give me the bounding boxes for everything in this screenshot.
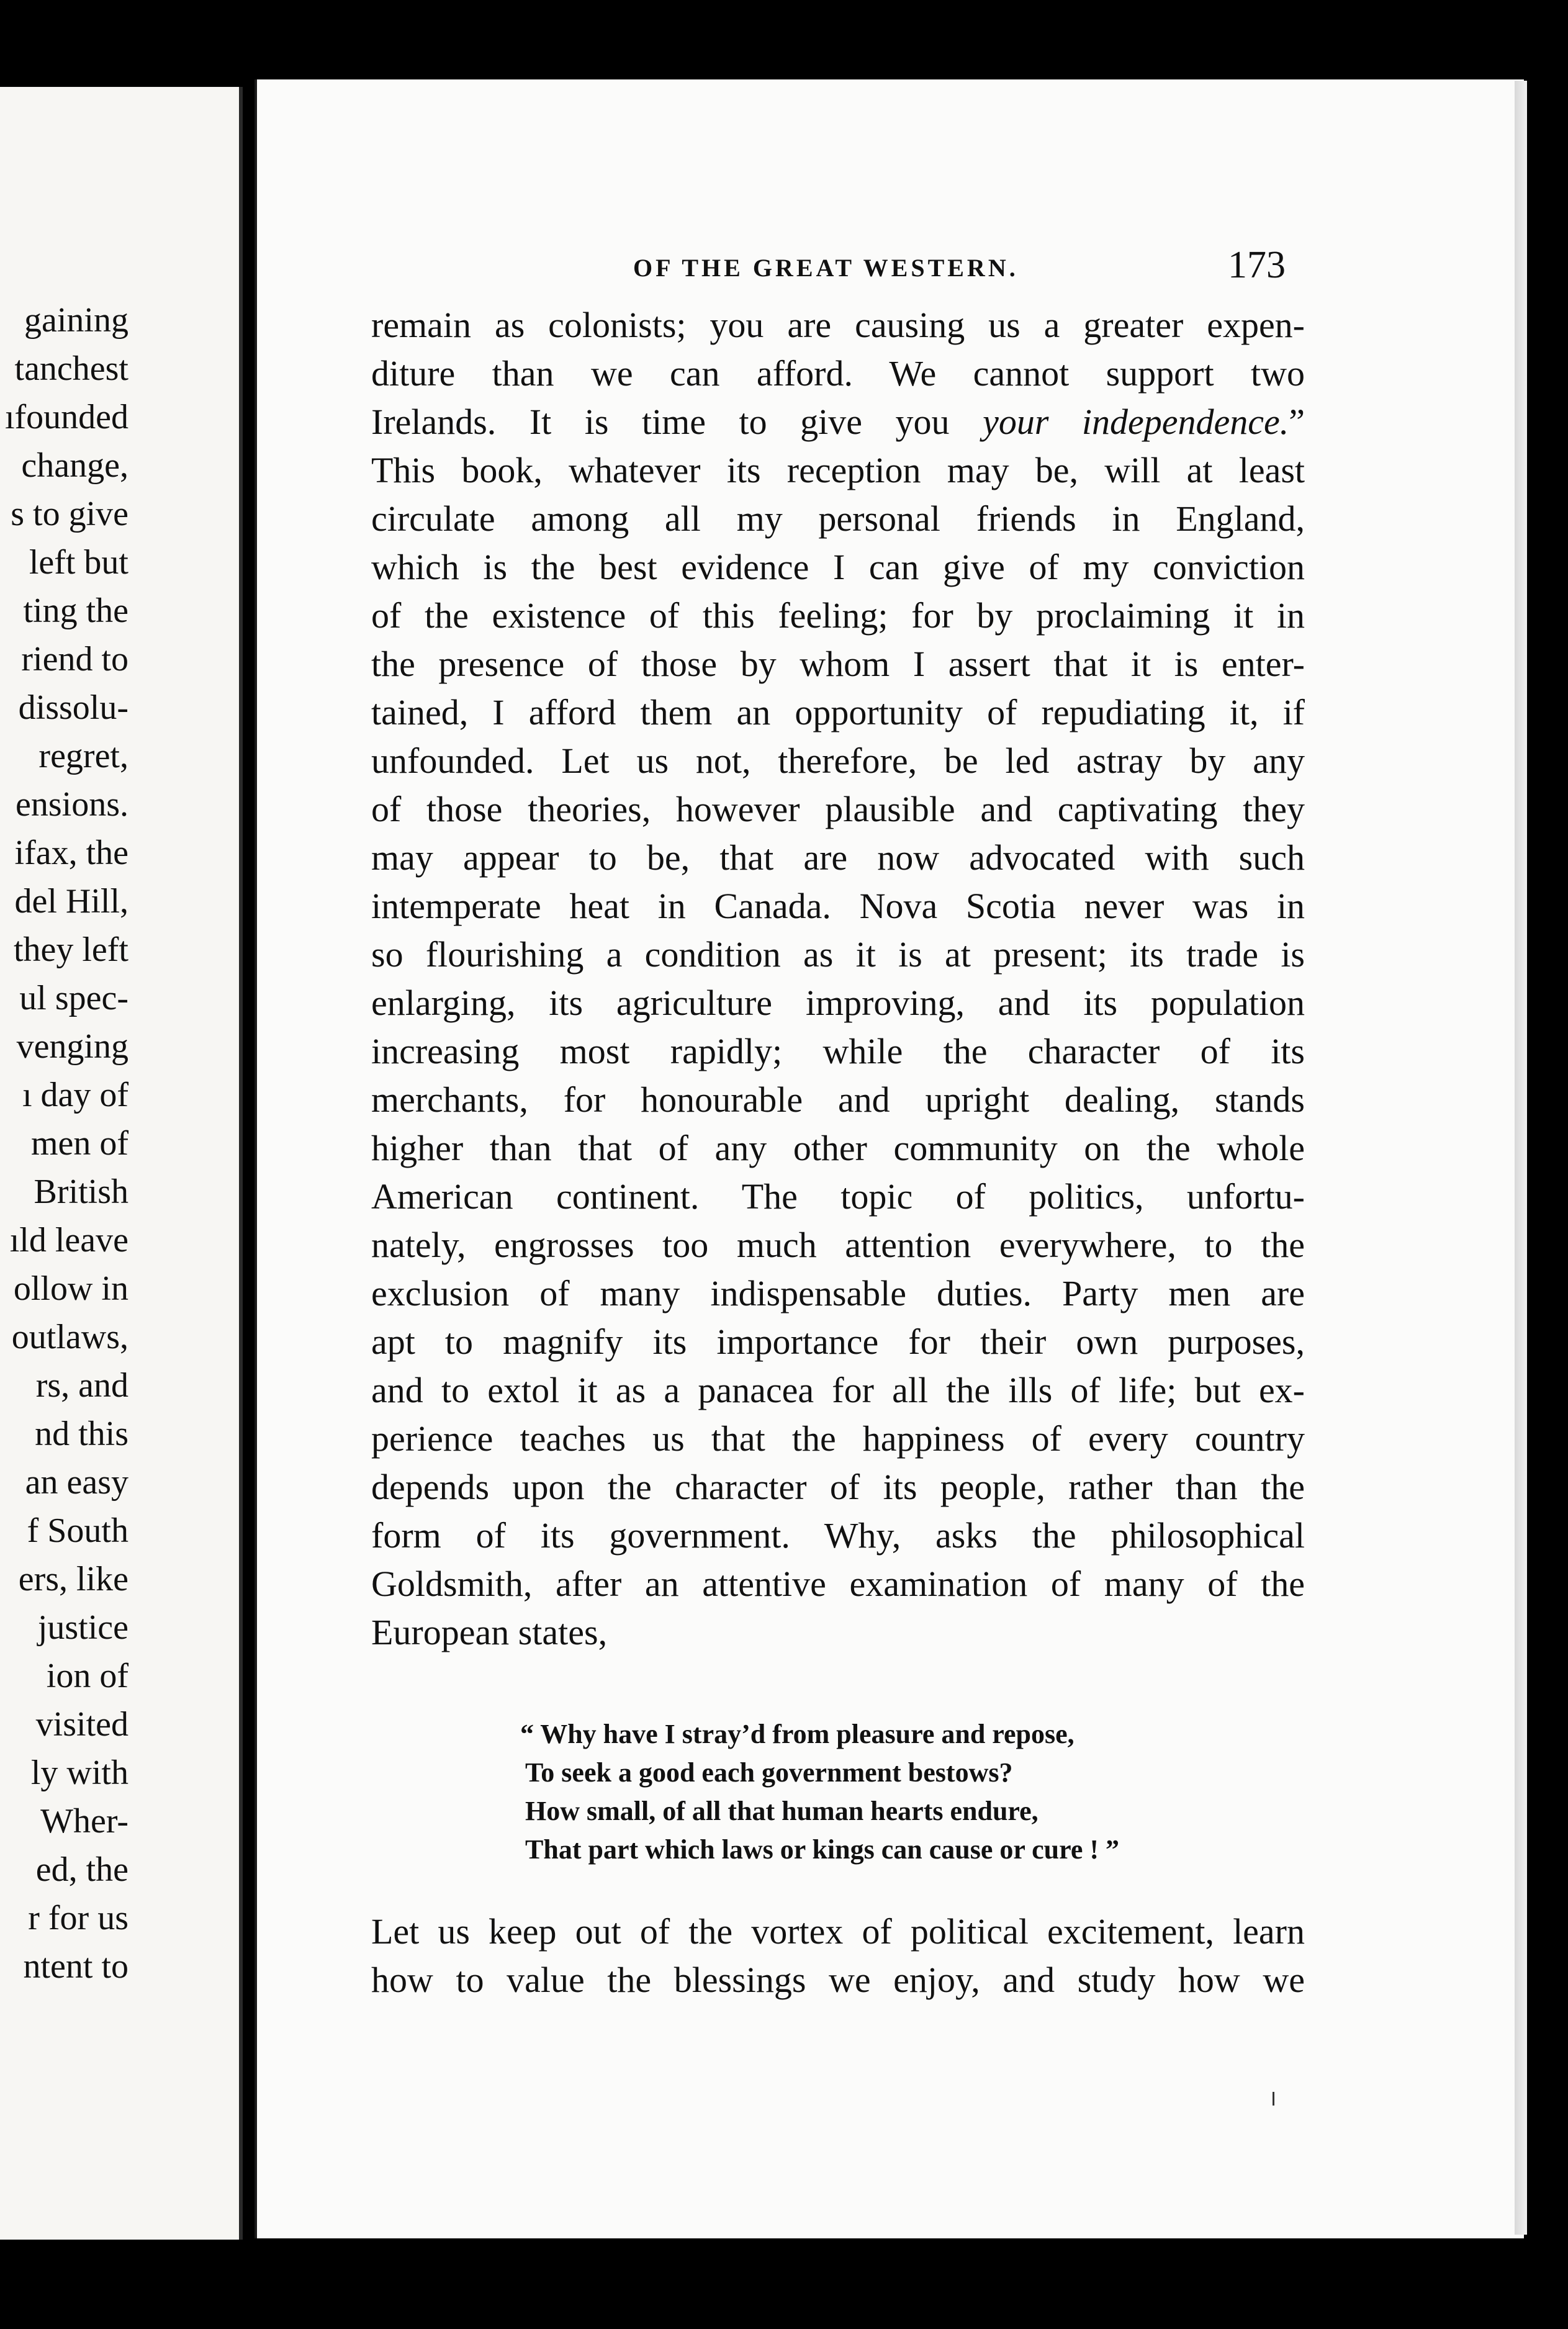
- left-page-line: ıld leave: [9, 1221, 128, 1259]
- ink-mark: [1273, 2092, 1274, 2106]
- body-line: nately, engrosses too much attention everywhere, to the: [371, 1225, 1305, 1265]
- body-line: which is the best evidence I can give of my conviction: [371, 547, 1305, 587]
- left-page-line: ifax, the: [14, 834, 128, 872]
- left-page-line: rs, and: [35, 1366, 128, 1405]
- left-page-line: visited: [35, 1705, 128, 1744]
- running-head: OF THE GREAT WESTERN.: [633, 254, 1019, 282]
- body-line: remain as colonists; you are causing us a greater expen-: [371, 305, 1305, 345]
- left-page-line: dissolu-: [18, 688, 128, 727]
- left-page-line: tanchest: [14, 349, 128, 388]
- left-page-line: British: [34, 1173, 128, 1211]
- left-page-line: ting the: [23, 592, 128, 630]
- body-line: perience teaches us that the happiness of every country: [371, 1418, 1305, 1459]
- left-page-line: an easy: [25, 1463, 128, 1502]
- body-line: of those theories, however plausible and captivating they: [371, 789, 1305, 829]
- body-line: intemperate heat in Canada. Nova Scotia never was in: [371, 886, 1305, 926]
- left-page-line: del Hill,: [14, 882, 128, 921]
- body-text: Irelands. It is time to give you: [371, 402, 983, 442]
- body-line: apt to magnify its importance for their own purposes,: [371, 1322, 1305, 1362]
- left-page-line: ly with: [30, 1754, 128, 1792]
- closing-quote-mark: ”: [1289, 402, 1305, 442]
- left-page-line: justice: [37, 1608, 128, 1647]
- left-page-line: ensions.: [16, 785, 128, 824]
- left-page-line: men of: [30, 1124, 128, 1163]
- body-line: Let us keep out of the vortex of political excitement, learn: [371, 1911, 1305, 1952]
- left-page-line: left but: [29, 543, 128, 582]
- page-edge: [1515, 81, 1527, 2235]
- left-page-line: ers, like: [18, 1560, 128, 1598]
- body-line: exclusion of many indispensable duties. Party men are: [371, 1273, 1305, 1313]
- body-line: the presence of those by whom I assert that it is enter-: [371, 644, 1305, 684]
- verse-quote-line: That part which laws or kings can cause or cure ! ”: [525, 1834, 1120, 1865]
- body-line: so flourishing a condition as it is at present; its trade is: [371, 934, 1305, 975]
- left-facing-page: [0, 87, 243, 2240]
- verse-quote-line: To seek a good each government bestows?: [525, 1757, 1013, 1788]
- left-page-line: ul spec-: [19, 979, 128, 1017]
- body-line: how to value the blessings we enjoy, and study how we: [371, 1960, 1305, 2000]
- body-line: diture than we can afford. We cannot support two: [371, 353, 1305, 394]
- left-page-line: regret,: [38, 737, 128, 775]
- left-page-line: ıfounded: [4, 398, 128, 436]
- body-line: This book, whatever its reception may be, will at least: [371, 450, 1305, 490]
- body-line: and to extol it as a panacea for all the ills of life; but ex-: [371, 1370, 1305, 1410]
- left-page-line: ı day of: [22, 1076, 128, 1114]
- left-page-line: riend to: [21, 640, 128, 678]
- body-line: American continent. The topic of politics, unfortu-: [371, 1176, 1305, 1217]
- left-page-line: ion of: [46, 1657, 128, 1695]
- italic-phrase: your independence.: [983, 402, 1289, 442]
- left-page-line: ollow in: [13, 1269, 128, 1308]
- left-page-line: nd this: [35, 1415, 128, 1453]
- body-line: [371, 402, 1305, 442]
- body-line: of the existence of this feeling; for by proclaiming it in: [371, 595, 1305, 636]
- left-page-line: change,: [21, 446, 128, 485]
- left-page-line: f South: [27, 1511, 128, 1550]
- left-page-line: venging: [16, 1027, 128, 1066]
- body-line: higher than that of any other community on the whole: [371, 1128, 1305, 1168]
- left-page-line: ntent to: [23, 1947, 128, 1986]
- left-page-line: gaining: [24, 301, 128, 340]
- body-line: unfounded. Let us not, therefore, be led astray by any: [371, 741, 1305, 781]
- left-page-line: Wher-: [40, 1802, 128, 1840]
- body-line: circulate among all my personal friends in England,: [371, 498, 1305, 539]
- verse-quote-line: “ Why have I stray’d from pleasure and repose,: [520, 1719, 1075, 1749]
- body-line: depends upon the character of its people, rather than the: [371, 1467, 1305, 1507]
- left-page-line: they left: [13, 930, 128, 969]
- body-line: may appear to be, that are now advocated with such: [371, 837, 1305, 878]
- page-number: 173: [1228, 244, 1286, 286]
- left-page-line: s to give: [11, 495, 128, 533]
- body-line: tained, I afford them an opportunity of repudiating it, if: [371, 692, 1305, 732]
- body-line: merchants, for honourable and upright dealing, stands: [371, 1079, 1305, 1120]
- body-line: Goldsmith, after an attentive examination of many of the: [371, 1564, 1305, 1604]
- body-line: form of its government. Why, asks the philosophical: [371, 1515, 1305, 1556]
- verse-quote-line: How small, of all that human hearts endure,: [525, 1796, 1039, 1826]
- body-line: increasing most rapidly; while the character of its: [371, 1031, 1305, 1071]
- left-page-line: r for us: [28, 1899, 128, 1937]
- left-page-line: ed, the: [35, 1850, 128, 1889]
- left-page-line: outlaws,: [11, 1318, 128, 1356]
- body-line: enlarging, its agriculture improving, and its population: [371, 983, 1305, 1023]
- body-line: European states,: [371, 1612, 608, 1652]
